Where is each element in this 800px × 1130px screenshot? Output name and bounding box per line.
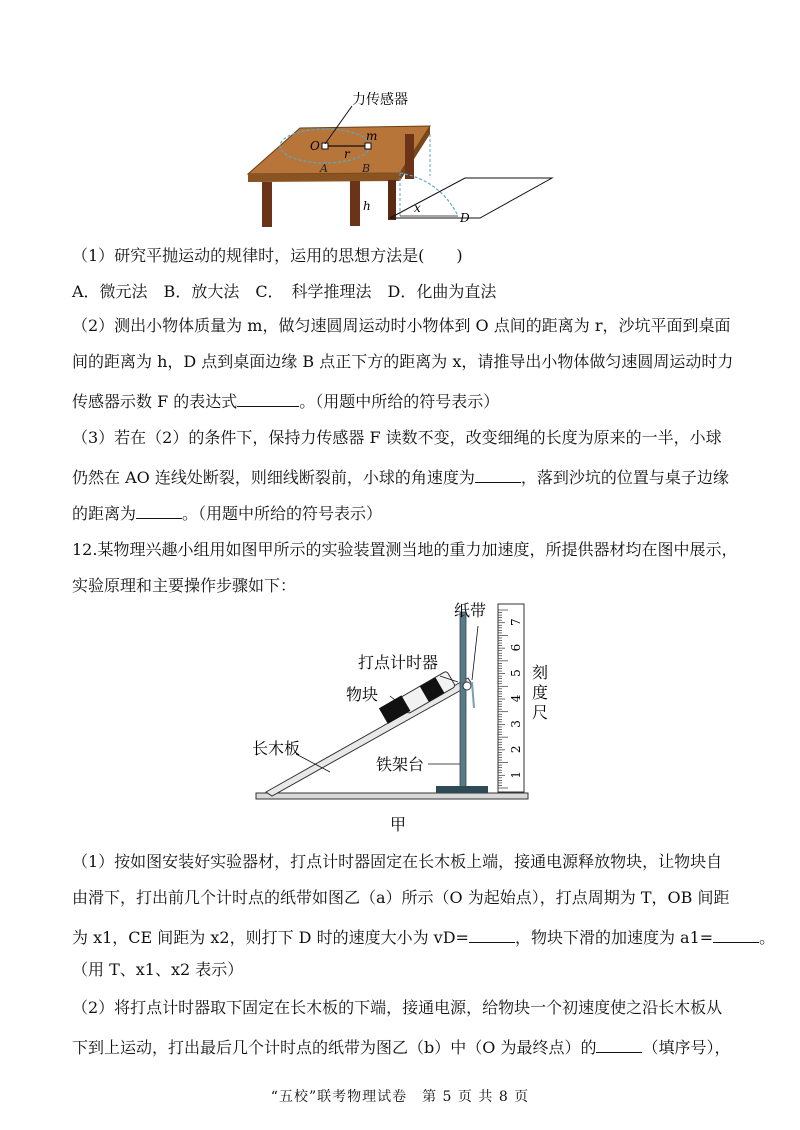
iron-stand-rod	[460, 612, 466, 792]
label-block: 物块	[346, 685, 379, 704]
pulley	[463, 682, 471, 690]
q11-part3-text-d: 。（用题中所给的符号表示）	[182, 504, 383, 523]
q11-part2-line1: （2）测出小物体质量为 m，做匀速圆周运动时小物体到 O 点间的距离为 r，沙坑平面到桌面	[72, 316, 731, 335]
q12-part2-line2	[72, 1034, 730, 1058]
label-sensor: 力传感器	[352, 92, 408, 108]
table-leg	[405, 134, 414, 179]
mass-block	[365, 143, 371, 149]
label-d: D	[460, 211, 470, 225]
label-m: m	[366, 129, 378, 143]
q12-part2-line1: （2）将打点计时器取下固定在长木板的下端，接通电源，给物块一个初速度使之沿长木板从	[72, 998, 723, 1017]
label-r: r	[344, 147, 350, 161]
q11-part3-line1: （3）若在（2）的条件下，保持力传感器 F 读数不变，改变细绳的长度为原来的一半，小球	[72, 428, 722, 447]
page-footer: “五校”联考物理试卷 第 5 页 共 8 页	[270, 1089, 530, 1105]
q12-part2-text-b: （填序号），	[642, 1038, 731, 1057]
table-top	[248, 126, 430, 174]
q12-intro-line1: 12.某物理兴趣小组用如图甲所示的实验装置测当地的重力加速度，所提供器材均在图中展示，	[72, 540, 738, 559]
q12-part2-text-a: 下到上运动，打出最后几个计时点的纸带为图乙（b）中（O 为最终点）的	[72, 1038, 597, 1057]
q11-part2-line3	[72, 388, 499, 412]
ruler-tick-label: 4	[509, 694, 523, 703]
label-b: B	[362, 162, 371, 175]
ruler-tick-label: 5	[509, 669, 523, 677]
ruler-tick-label: 1	[509, 770, 523, 779]
base-plate	[256, 793, 528, 799]
label-h: h	[363, 199, 371, 213]
table-leg	[388, 180, 396, 220]
q11-part3-line2	[72, 464, 729, 488]
answer-blank-distance[interactable]	[136, 500, 182, 519]
q11-part3-text-c: 的距离为	[72, 504, 137, 523]
ruler-tick-label: 7	[509, 618, 523, 626]
q12-part1-text-b: ，物块下滑的加速度为 a1=	[514, 928, 714, 947]
q11-options: A．微元法 B．放大法 C． 科学推理法 D．化曲为直法	[72, 282, 497, 301]
label-x: x	[414, 201, 421, 215]
ruler-tick-label: 3	[509, 720, 523, 728]
q12-part1-line1: （1）按如图安装好实验器材，打点计时器固定在长木板上端，接通电源释放物块，让物块自	[72, 852, 723, 871]
figure-caption: 甲	[390, 815, 407, 834]
answer-blank-a1[interactable]	[713, 924, 759, 943]
q12-part1-text-c: 。	[759, 928, 776, 947]
q12-intro-line2: 实验原理和主要操作步骤如下：	[72, 576, 297, 595]
q11-part1: （1）研究平抛运动的规律时，运用的思想方法是( )	[72, 246, 463, 265]
projectile-trajectory	[400, 173, 458, 216]
q11-part2-text-b: 。（用题中所给的符号表示）	[299, 392, 500, 411]
q12-part1-line4: （用 T、x1、x2 表示）	[72, 960, 244, 979]
answer-blank-force[interactable]	[237, 388, 299, 407]
q11-part3-line3	[72, 500, 382, 524]
ruler-tick-label: 6	[509, 643, 523, 652]
table-leg	[262, 182, 272, 227]
label-o: O	[310, 139, 320, 153]
figure-table-sensor	[240, 88, 560, 238]
label-board: 长木板	[252, 739, 301, 758]
q11-part3-text-b: ，落到沙坑的位置与桌子边缘	[520, 468, 729, 487]
q12-part1-line3	[72, 924, 775, 948]
label-a: A	[320, 162, 328, 175]
q11-part3-text-a: 仍然在 AO 连线处断裂，则细线断裂前，小球的角速度为	[72, 468, 475, 487]
label-stand: 铁架台	[376, 755, 425, 774]
iron-stand-base	[436, 786, 488, 793]
q12-part1-line2: 由滑下，打出前几个计时点的纸带如图乙（a）所示（O 为起始点），打点周期为 T，OB 间距	[72, 888, 730, 907]
answer-blank-tape-choice[interactable]	[596, 1034, 642, 1053]
q12-part1-text-a: 为 x1，CE 间距为 x2，则打下 D 时的速度大小为 vD=	[72, 928, 469, 947]
answer-blank-vd[interactable]	[469, 924, 515, 943]
answer-blank-angular-velocity[interactable]	[475, 464, 521, 483]
table-leg	[350, 181, 360, 226]
ruler-tick-label: 2	[509, 745, 523, 754]
label-tape: 纸带	[454, 601, 487, 620]
q11-part2-line2: 间的距离为 h，D 点到桌面边缘 B 点正下方的距离为 x，请推导出小物体做匀速圆周运动时力	[72, 352, 734, 371]
leader-tape	[472, 626, 478, 680]
q11-part2-text-a: 传感器示数 F 的表达式	[72, 392, 238, 411]
paper-tape	[472, 682, 474, 708]
label-timer: 打点计时器	[358, 653, 439, 672]
figure-incline-apparatus	[250, 596, 560, 836]
label-ruler: 刻度尺	[532, 663, 549, 722]
